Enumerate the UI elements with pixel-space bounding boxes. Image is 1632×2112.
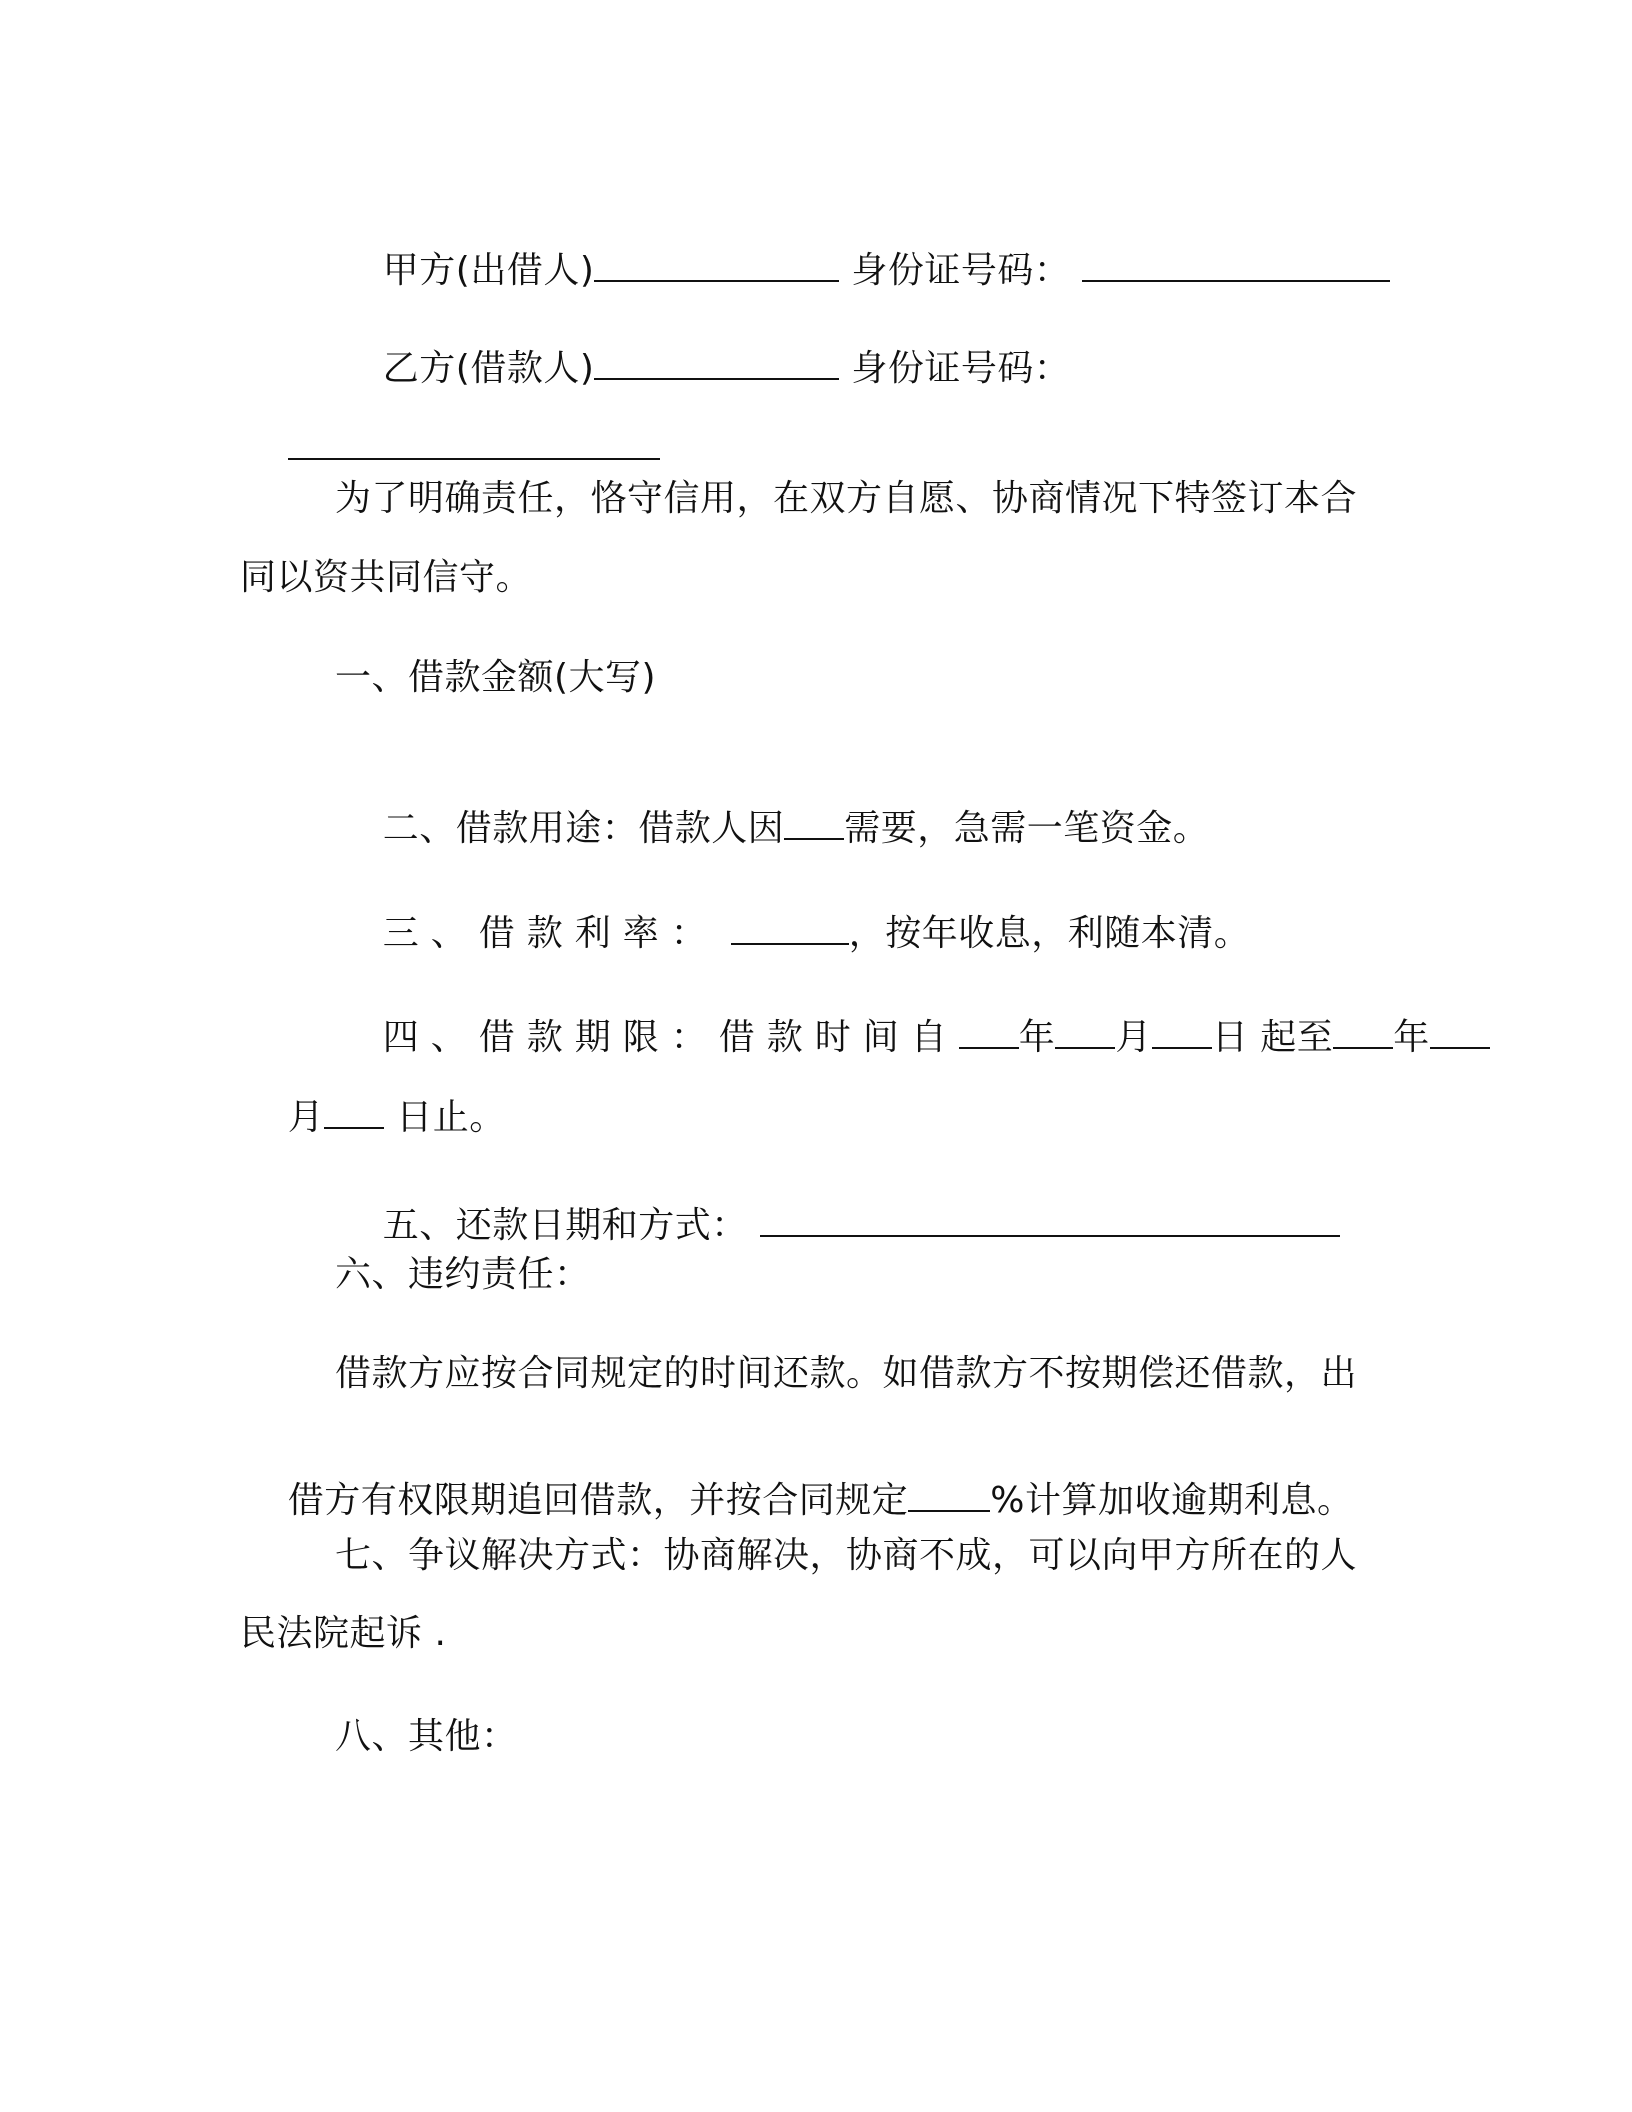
party-b-label: 乙方(借款人) <box>382 348 595 389</box>
intro-line-1: 为了明确责任，恪守信用，在双方自愿、协商情况下特签订本合 <box>335 478 1358 519</box>
start-month-blank <box>1055 1013 1115 1049</box>
end-year-blank <box>1333 1013 1393 1049</box>
party-a-id-blank <box>1082 246 1390 282</box>
purpose-blank <box>784 804 844 840</box>
party-b-id-label: 身份证号码： <box>851 348 1071 389</box>
party-b-name-blank <box>594 344 839 380</box>
clause-4-line-1 <box>335 965 1490 1110</box>
end-day-blank <box>324 1093 384 1129</box>
party-a-name-blank <box>594 246 839 282</box>
clause-2-suffix: 需要，急需一笔资金。 <box>844 808 1210 849</box>
clause-6-title: 六、违约责任： <box>335 1254 591 1295</box>
clause-2-prefix: 二、借款用途：借款人因 <box>382 808 785 849</box>
start-year-blank <box>959 1013 1019 1049</box>
clause-3-suffix: ，按年收息，利随本清。 <box>848 913 1251 954</box>
rate-blank <box>731 909 849 945</box>
month-label-1: 月 <box>1115 1017 1152 1058</box>
clause-7-line-2: 民法院起诉 . <box>240 1613 447 1654</box>
day-label-2: 日止。 <box>384 1097 506 1138</box>
month-label-2: 月 <box>287 1097 325 1138</box>
end-month-blank <box>1430 1013 1490 1049</box>
start-day-blank <box>1152 1013 1212 1049</box>
clause-5-label: 五、还款日期和方式： <box>382 1205 748 1246</box>
party-b-id-blank <box>288 424 660 460</box>
intro-line-2: 同以资共同信守。 <box>240 557 533 598</box>
clause-6-line-2-prefix: 借方有权限期追回借款，并按合同规定 <box>287 1480 909 1521</box>
clause-4-prefix: 四、借款期限：借款时间自 <box>382 1017 959 1058</box>
clause-6-line-1: 借款方应按合同规定的时间还款。如借款方不按期偿还借款，出 <box>335 1353 1358 1394</box>
day-label-1: 日 起至 <box>1211 1017 1334 1058</box>
year-label-2: 年 <box>1393 1017 1430 1058</box>
party-a-label: 甲方(出借人) <box>382 250 595 291</box>
penalty-rate-blank <box>908 1476 990 1512</box>
repayment-blank <box>760 1201 1340 1237</box>
clause-1: 一、借款金额(大写) <box>335 657 657 698</box>
clause-6-line-2-suffix: %计算加收逾期利息。 <box>990 1480 1354 1521</box>
clause-7-line-1: 七、争议解决方式：协商解决，协商不成，可以向甲方所在的人 <box>335 1535 1358 1576</box>
clause-3-prefix: 三、借款利率： <box>382 913 719 954</box>
clause-8: 八、其他： <box>335 1716 518 1757</box>
year-label-1: 年 <box>1018 1017 1056 1058</box>
party-a-id-label: 身份证号码： <box>851 250 1071 291</box>
